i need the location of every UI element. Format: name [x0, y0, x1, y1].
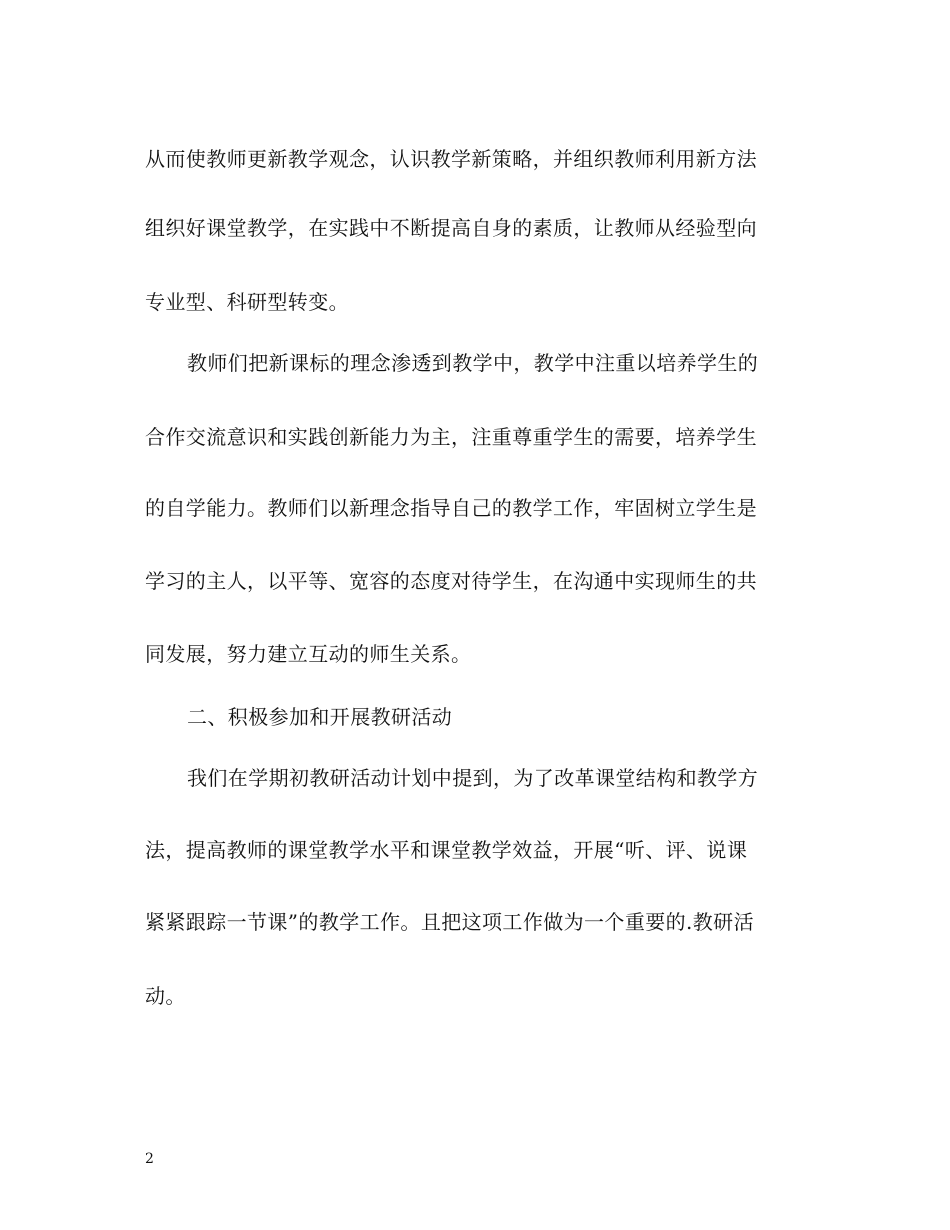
- section-heading: 二、积极参加和开展教研活动: [187, 705, 453, 729]
- text-line: 专业型、科研型转变。: [145, 290, 349, 314]
- page-number: 2: [145, 1151, 154, 1167]
- text-line: 动。: [145, 984, 186, 1008]
- paragraph-start-line: 我们在学期初教研活动计划中提到，为了改革课堂结构和教学方: [187, 766, 759, 790]
- paragraph-start-line: 教师们把新课标的理念渗透到教学中，教学中注重以培养学生的: [187, 351, 759, 375]
- text-line: 法，提高教师的课堂教学水平和课堂教学效益，开展“听、评、说课: [145, 838, 748, 862]
- text-line: 从而使教师更新教学观念，认识教学新策略，并组织教师利用新方法: [145, 147, 757, 171]
- text-line: 同发展，努力建立互动的师生关系。: [145, 642, 472, 666]
- text-line: 合作交流意识和实践创新能力为主，注重尊重学生的需要，培养学生: [145, 425, 757, 449]
- text-line: 的自学能力。教师们以新理念指导自己的教学工作，牢固树立学生是: [145, 496, 757, 520]
- text-line: 学习的主人，以平等、宽容的态度对待学生，在沟通中实现师生的共: [145, 569, 757, 593]
- text-line: 组织好课堂教学，在实践中不断提高自身的素质，让教师从经验型向: [145, 216, 757, 240]
- text-line: 紧紧跟踪一节课”的教学工作。且把这项工作做为一个重要的.教研活: [145, 910, 754, 934]
